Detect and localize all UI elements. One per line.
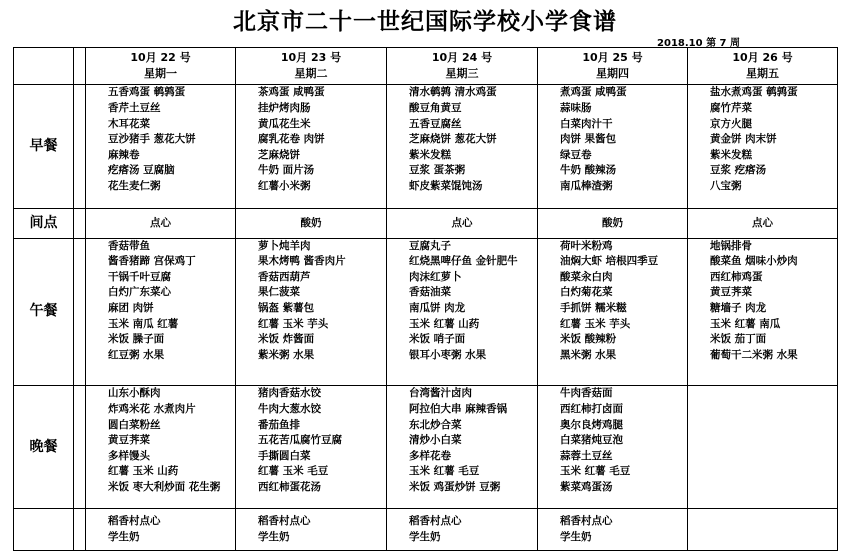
lunch-cell <box>688 238 838 386</box>
dish-line: 银耳小枣粥 水果 <box>409 348 487 361</box>
dish-line: 蒜蓉土豆丝 <box>560 449 613 462</box>
breakfast-cell <box>387 85 538 209</box>
day-weekday: 星期五 <box>746 67 779 81</box>
dish-line: 腐乳花卷 肉饼 <box>258 133 325 146</box>
dish-line: 牛肉香菇面 <box>560 387 613 400</box>
dish-line: 米饭 鸡蛋炒饼 豆粥 <box>409 481 501 493</box>
dish-line: 南瓜棒渣粥 <box>560 180 613 193</box>
dish-line: 黑米粥 水果 <box>560 348 617 361</box>
dish-line: 干锅千叶豆腐 <box>108 270 171 283</box>
lunch-cell <box>538 238 688 386</box>
dinner-row <box>14 386 838 509</box>
day-weekday: 星期四 <box>596 67 629 81</box>
dish-line: 西红柿打卤面 <box>560 403 623 416</box>
dish-line: 豆沙猪手 葱花大饼 <box>108 133 196 146</box>
dinner-cell <box>236 386 387 509</box>
day-date: 10月 26 号 <box>732 51 793 65</box>
dish-line: 肉饼 果酱包 <box>560 133 617 146</box>
dish-line: 茶鸡蛋 咸鸭蛋 <box>258 86 325 99</box>
dish-line: 米饭 茄丁面 <box>710 333 767 346</box>
dish-line: 米饭 枣大利炒面 花生粥 <box>108 481 221 493</box>
dish-line: 香菇油菜 <box>409 286 451 299</box>
dinner-cell <box>86 386 236 509</box>
dish-line: 麻团 肉饼 <box>108 301 154 314</box>
day-header <box>387 48 538 85</box>
extra-cell <box>86 509 236 551</box>
menu-table <box>13 47 838 551</box>
dish-line: 牛奶 面片汤 <box>258 164 315 177</box>
extra-cell <box>236 509 387 551</box>
dish-line: 红薯 玉米 毛豆 <box>258 465 329 478</box>
dish-line: 酸菜汆白肉 <box>560 270 613 283</box>
dish-line: 蒜味肠 <box>560 102 592 115</box>
dish-line: 玉米 红薯 山药 <box>409 317 480 330</box>
dish-line: 紫菜鸡蛋汤 <box>560 481 613 493</box>
dish-line: 木耳花菜 <box>108 117 150 130</box>
snack-cell: 点心 <box>688 209 838 238</box>
dish-line: 地锅排骨 <box>710 239 752 252</box>
dish-line: 五香鸡蛋 鹌鹑蛋 <box>108 86 186 99</box>
day-weekday: 星期一 <box>144 67 177 81</box>
dish-line: 萝卜炖羊肉 <box>258 239 311 252</box>
dish-line: 麻辣卷 <box>108 148 140 161</box>
dish-line: 煮鸡蛋 咸鸭蛋 <box>560 86 627 99</box>
dish-line: 香芹土豆丝 <box>108 102 161 115</box>
dish-line: 玉米 红薯 毛豆 <box>560 465 631 478</box>
dish-line: 山东小酥肉 <box>108 387 161 400</box>
dish-line: 稻香村点心 <box>560 515 613 528</box>
day-header <box>236 48 387 85</box>
day-weekday: 星期三 <box>445 67 479 81</box>
dish-line: 酱香猪蹄 宫保鸡丁 <box>108 255 196 268</box>
dish-line: 花生麦仁粥 <box>108 180 161 193</box>
dish-line: 糖墙子 肉龙 <box>710 301 767 314</box>
dinner-cell <box>387 386 538 509</box>
dish-line: 五花苦瓜腐竹豆腐 <box>258 434 342 447</box>
dish-line: 西红柿鸡蛋 <box>710 270 763 283</box>
dish-line: 米饭 炸酱面 <box>258 333 315 346</box>
dish-line: 西红柿蛋花汤 <box>258 481 321 493</box>
breakfast-cell <box>688 85 838 209</box>
dish-line: 手撕圆白菜 <box>258 449 311 462</box>
dish-line: 豆浆 蛋茶粥 <box>409 164 466 177</box>
dish-line: 五香豆腐丝 <box>409 117 462 130</box>
dish-line: 番茄鱼排 <box>258 418 300 431</box>
dish-line: 芝麻烧饼 葱花大饼 <box>409 133 497 146</box>
day-date: 10月 24 号 <box>431 51 493 65</box>
dish-line: 玉米 红薯 南瓜 <box>710 317 781 330</box>
dish-line: 白灼菊花菜 <box>560 286 613 299</box>
breakfast-row <box>14 85 838 209</box>
dish-line: 黄金饼 肉末饼 <box>710 133 777 146</box>
dish-line: 猪肉香菇水饺 <box>258 387 321 400</box>
dish-line: 清炒小白菜 <box>409 434 462 447</box>
dish-line: 葡萄干二米粥 水果 <box>710 348 798 361</box>
day-header <box>86 48 236 85</box>
dish-line: 多样馒头 <box>108 449 150 462</box>
dish-line: 稻香村点心 <box>258 515 311 528</box>
meal-label-lunch: 午餐 <box>14 238 74 386</box>
dish-line: 锅盔 紫薯包 <box>258 301 315 314</box>
lunch-row <box>14 238 838 386</box>
dish-line: 红薯小米粥 <box>258 180 311 193</box>
dish-line: 黄豆荠菜 <box>108 434 150 447</box>
breakfast-cell <box>538 85 688 209</box>
dish-line: 荷叶米粉鸡 <box>560 239 613 252</box>
header-row <box>14 48 838 85</box>
dish-line: 虾皮紫菜馄饨汤 <box>409 180 483 193</box>
dish-line: 油焖大虾 培根四季豆 <box>560 255 659 268</box>
dish-line: 芝麻烧饼 <box>258 148 300 161</box>
extra-cell <box>538 509 688 551</box>
dish-line: 稻香村点心 <box>409 515 462 528</box>
dish-line: 红豆粥 水果 <box>108 348 165 361</box>
meal-label-dinner: 晚餐 <box>14 386 74 509</box>
dish-line: 腐竹芹菜 <box>710 102 752 115</box>
breakfast-cell <box>236 85 387 209</box>
dish-line: 米饭 臊子面 <box>108 333 165 346</box>
dish-line: 疙瘩汤 豆腐脑 <box>108 164 175 177</box>
day-date: 10月 25 号 <box>582 51 643 65</box>
dish-line: 牛肉大葱水饺 <box>258 403 321 416</box>
snack-cell: 酸奶 <box>538 209 688 238</box>
extra-row <box>14 509 838 551</box>
snack-cell: 点心 <box>86 209 236 238</box>
dish-line: 盐水煮鸡蛋 鹌鹑蛋 <box>710 86 798 99</box>
dinner-cell <box>688 386 838 509</box>
dish-line: 阿拉伯大串 麻辣香锅 <box>409 403 508 416</box>
dish-line: 紫米发糕 <box>409 148 451 161</box>
dish-line: 手抓饼 糯米糍 <box>560 301 627 314</box>
dish-line: 米饭 哨子面 <box>409 333 466 346</box>
dish-line: 肉沫红萝卜 <box>409 270 462 283</box>
dish-line: 酸菜鱼 烟味小炒肉 <box>710 255 798 268</box>
dish-line: 绿豆卷 <box>560 148 592 161</box>
dish-line: 酸豆角黄豆 <box>409 102 462 115</box>
dish-line: 香菇带鱼 <box>108 239 150 252</box>
dish-line: 学生奶 <box>108 530 140 543</box>
dish-line: 学生奶 <box>560 530 592 543</box>
day-date: 10月 22 号 <box>130 51 191 65</box>
dish-line: 果木烤鸭 酱香肉片 <box>258 255 346 268</box>
gap-cell <box>74 85 86 209</box>
gap-cell <box>74 238 86 386</box>
meal-label-snack: 间点 <box>14 209 74 238</box>
dish-line: 玉米 南瓜 红薯 <box>108 317 179 330</box>
dish-line: 炸鸡米花 水煮肉片 <box>108 403 196 416</box>
page-title: 北京市二十一世纪国际学校小学食谱 <box>233 8 617 35</box>
gap-cell <box>74 386 86 509</box>
lunch-cell <box>387 238 538 386</box>
dish-line: 米饭 酸辣粉 <box>560 333 617 346</box>
week-label: 2018.10 第 7 周 <box>657 38 740 49</box>
gap-cell <box>74 509 86 551</box>
dish-line: 奥尔良烤鸡腿 <box>560 418 623 431</box>
dish-line: 黄瓜花生米 <box>258 117 311 130</box>
dish-line: 白灼广东菜心 <box>108 286 171 299</box>
day-date: 10月 23 号 <box>280 51 342 65</box>
extra-cell <box>387 509 538 551</box>
dish-line: 白菜猪炖豆泡 <box>560 434 623 447</box>
dish-line: 玉米 红薯 毛豆 <box>409 465 480 478</box>
dinner-cell <box>538 386 688 509</box>
dish-line: 豆浆 疙瘩汤 <box>710 164 767 177</box>
day-header <box>688 48 838 85</box>
dish-line: 京方火腿 <box>710 117 752 130</box>
breakfast-cell <box>86 85 236 209</box>
dish-line: 学生奶 <box>409 530 441 543</box>
dish-line: 八宝粥 <box>710 180 742 193</box>
dish-line: 稻香村点心 <box>108 515 161 528</box>
gap-cell <box>74 209 86 238</box>
dish-line: 东北炒合菜 <box>409 418 462 431</box>
dish-line: 清水鹌鹑 清水鸡蛋 <box>409 86 497 99</box>
dish-line: 学生奶 <box>258 530 290 543</box>
day-header <box>538 48 688 85</box>
dish-line: 牛奶 酸辣汤 <box>560 164 617 177</box>
dish-line: 紫米发糕 <box>710 148 752 161</box>
meal-label-breakfast: 早餐 <box>14 85 74 209</box>
gap-cell <box>74 48 86 85</box>
dish-line: 果仁菠菜 <box>258 286 300 299</box>
dish-line: 红烧黑啤仔鱼 金针肥牛 <box>409 255 518 268</box>
snack-row <box>14 209 838 238</box>
corner-cell <box>14 48 74 85</box>
dish-line: 台湾酱汁卤肉 <box>409 387 472 400</box>
dish-line: 多样花卷 <box>409 449 451 462</box>
dish-line: 红薯 玉米 芋头 <box>258 317 329 330</box>
dish-line: 红薯 玉米 山药 <box>108 465 179 478</box>
snack-cell: 点心 <box>387 209 538 238</box>
dish-line: 紫米粥 水果 <box>258 348 315 361</box>
lunch-cell <box>236 238 387 386</box>
extra-cell <box>688 509 838 551</box>
meal-label-extra <box>14 509 74 551</box>
dish-line: 挂炉烤肉肠 <box>258 102 311 115</box>
dish-line: 圆白菜粉丝 <box>108 418 161 431</box>
dish-line: 黄豆荠菜 <box>710 286 752 299</box>
dish-line: 香菇西葫芦 <box>258 270 311 283</box>
dish-line: 红薯 玉米 芋头 <box>560 317 631 330</box>
lunch-cell <box>86 238 236 386</box>
day-weekday: 星期二 <box>294 67 328 81</box>
dish-line: 南瓜饼 肉龙 <box>409 301 466 314</box>
dish-line: 白菜肉汁干 <box>560 117 613 130</box>
snack-cell: 酸奶 <box>236 209 387 238</box>
dish-line: 豆腐丸子 <box>409 239 451 252</box>
